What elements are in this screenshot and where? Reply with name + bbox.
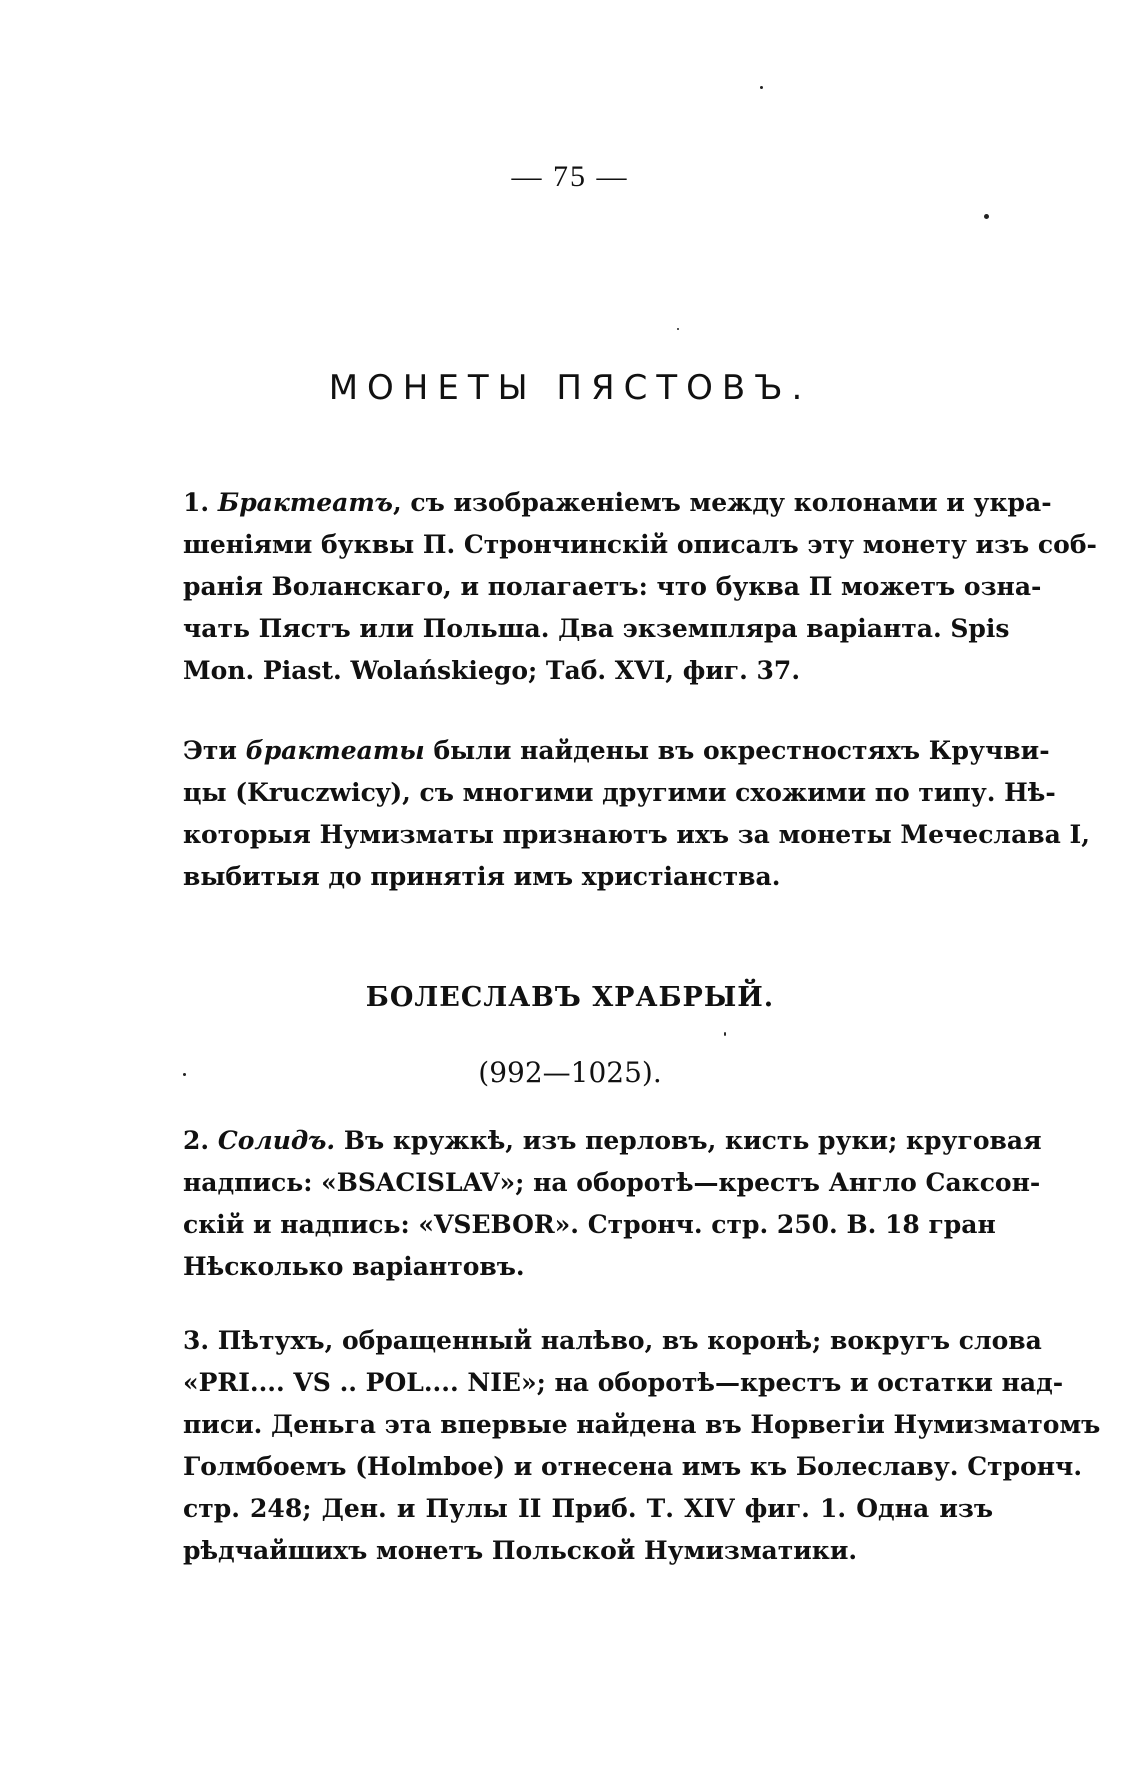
entry-2-line-3: скій и надпись: «VSEBOR». Стронч. стр. 250. В. 18 гран (183, 1210, 996, 1239)
entry-3-line-6: рѣдчайшихъ монетъ Польской Нумизматики. (183, 1536, 858, 1565)
note-paragraph (183, 730, 1090, 898)
entry-1-line-2: шеніями буквы П. Стрончинскій описалъ эту монету изъ соб- (183, 530, 1097, 559)
entry-3-line-1: 3. Пѣтухъ, обращенный налѣво, въ коронѣ; вокругъ слова (183, 1326, 1042, 1355)
note-line-3: которыя Нумизматы признаютъ ихъ за монеты Мечеслава I, (183, 820, 1090, 849)
scan-speck (724, 1032, 726, 1036)
entry-1-paragraph (183, 482, 1097, 692)
section-title: МОНЕТЫ ПЯСТОВЪ. (328, 368, 812, 408)
subsection-title: БОЛЕСЛАВЪ ХРАБРЫЙ. (365, 982, 775, 1013)
entry-3-line-5: стр. 248; Ден. и Пулы II Приб. Т. XIV фиг. 1. Одна изъ (183, 1494, 993, 1523)
entry-3-line-3: писи. Деньга эта впервые найдена въ Норвегіи Нумизматомъ (183, 1410, 1101, 1439)
note-italic: брактеаты (245, 736, 425, 765)
scan-speck (183, 1073, 186, 1076)
entry-2-line-2: надпись: «BSACISLAV»; на оборотѣ—крестъ Англо Саксон- (183, 1168, 1041, 1197)
note-text: были найдены въ окрестностяхъ Кручви- (433, 736, 1050, 765)
scan-speck (760, 86, 763, 89)
entry-1-line-4: чать Пястъ или Польша. Два экземпляра варіанта. Spis (183, 614, 1010, 643)
entry-2-number: 2. (183, 1126, 210, 1155)
entry-2-paragraph (183, 1120, 1042, 1288)
entry-2-text: Въ кружкѣ, изъ перловъ, кисть руки; круговая (343, 1126, 1042, 1155)
entry-2-line-4: Нѣсколько варіантовъ. (183, 1252, 525, 1281)
entry-1-line-1: 1. Брактеатъ, съ изображеніемъ между колонами и укра- (183, 488, 1052, 517)
entry-1-text: съ изображеніемъ между колонами и укра- (410, 488, 1052, 517)
page-number: — 75 — (511, 160, 629, 193)
scan-speck (984, 214, 989, 219)
note-line-4: выбитыя до принятія имъ христіанства. (183, 862, 781, 891)
entry-1-number: 1. (183, 488, 210, 517)
entry-1-line-3: ранія Воланскаго, и полагаетъ: что буква П можетъ озна- (183, 572, 1042, 601)
scan-speck (677, 328, 679, 330)
note-line-1 (183, 730, 1050, 772)
entry-2-line-1 (183, 1120, 1042, 1162)
entry-3-line-4: Голмбоемъ (Holmboe) и отнесена имъ къ Болеславу. Стронч. (183, 1452, 1083, 1481)
entry-2-name: Солидъ. (217, 1126, 336, 1155)
note-lead: Эти (183, 736, 237, 765)
entry-1-name: Брактеатъ (217, 488, 393, 517)
entry-1-line-5: Mon. Piast. Wolańskiego; Таб. XVI, фиг. 37. (183, 656, 801, 685)
entry-3-line-2: «PRI.... VS .. POL.... NIE»; на оборотѣ—крестъ и остатки над- (183, 1368, 1064, 1397)
subsection-years: (992—1025). (478, 1056, 662, 1089)
entry-3-paragraph (183, 1320, 1101, 1572)
note-line-2: цы (Kruczwicy), съ многими другими схожими по типу. Нѣ- (183, 778, 1056, 807)
